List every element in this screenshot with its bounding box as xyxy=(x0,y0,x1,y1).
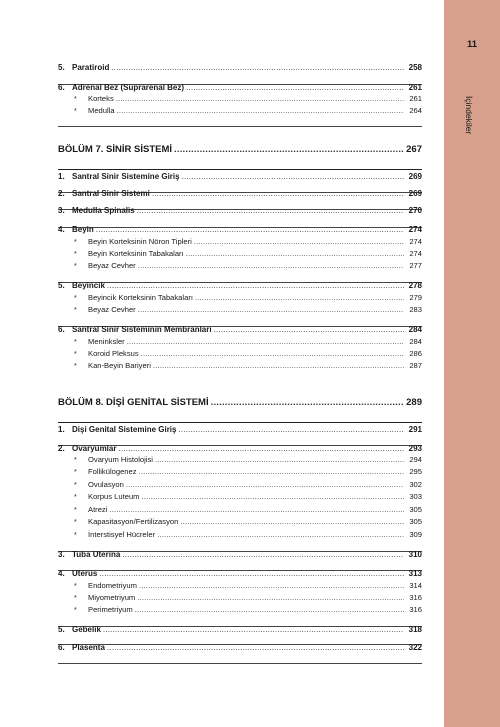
entry-page-number: 314 xyxy=(409,581,422,590)
entry-title: Beyaz Cevher xyxy=(88,305,136,314)
entry-page-number: 293 xyxy=(408,444,422,453)
entry-title: Beyincik xyxy=(72,281,105,290)
entry-page-number: 284 xyxy=(409,337,422,346)
bullet-icon: * xyxy=(74,108,77,115)
entry-page-number: 269 xyxy=(408,172,422,181)
entry-page-number: 291 xyxy=(408,425,422,434)
toc-subentry[interactable] xyxy=(58,605,422,616)
toc-entry[interactable] xyxy=(58,325,422,335)
entry-title: Beyincik Korteksinin Tabakaları xyxy=(88,293,193,302)
entry-number: 1. xyxy=(58,172,65,181)
entry-page-number: 278 xyxy=(408,281,422,290)
bullet-icon: * xyxy=(74,96,77,103)
entry-title: Follikülogenez xyxy=(88,467,137,476)
entry-number: 1. xyxy=(58,425,65,434)
dot-leader xyxy=(141,349,404,359)
entry-title: Dişi Genital Sistemine Giriş xyxy=(72,425,177,434)
toc-subentry[interactable] xyxy=(58,261,422,272)
dot-leader xyxy=(135,605,404,615)
dot-leader xyxy=(107,281,404,291)
toc-entry[interactable] xyxy=(58,444,422,454)
toc-subentry[interactable] xyxy=(58,337,422,348)
toc-subentry[interactable] xyxy=(58,593,422,604)
entry-page-number: 313 xyxy=(408,569,422,578)
bullet-icon: * xyxy=(74,339,77,346)
page-number: 11 xyxy=(466,39,478,50)
entry-title: Beyin Korteksinin Tabakaları xyxy=(88,249,184,258)
bullet-icon: * xyxy=(74,532,77,539)
entry-number: 6. xyxy=(58,643,65,652)
entry-title: Meninksler xyxy=(88,337,125,346)
dot-leader xyxy=(127,337,404,347)
dot-leader xyxy=(109,505,404,515)
toc-entry[interactable] xyxy=(58,643,422,653)
dot-leader xyxy=(96,225,404,235)
entry-page-number: 310 xyxy=(408,550,422,559)
dot-leader xyxy=(139,581,404,591)
dot-leader xyxy=(122,550,404,560)
entry-page-number: 270 xyxy=(408,206,422,215)
dot-leader xyxy=(182,172,404,182)
entry-title: Santral Sinir Sisteminin Membranları xyxy=(72,325,212,334)
dot-leader xyxy=(180,517,404,527)
toc-subentry[interactable] xyxy=(58,492,422,503)
entry-page-number: 294 xyxy=(409,455,422,464)
entry-title: Adrenal Bez (Suprarenal Bez) xyxy=(72,83,185,92)
entry-page-number: 302 xyxy=(409,480,422,489)
toc-entry[interactable] xyxy=(58,281,422,291)
entry-page-number: 295 xyxy=(409,467,422,476)
entry-number: 5. xyxy=(58,63,65,72)
bullet-icon: * xyxy=(74,595,77,602)
dot-leader xyxy=(178,425,404,435)
entry-page-number: 258 xyxy=(408,63,422,72)
toc-subentry[interactable] xyxy=(58,237,422,248)
dot-leader xyxy=(186,83,404,93)
toc-subentry[interactable] xyxy=(58,505,422,516)
bullet-icon: * xyxy=(74,583,77,590)
dot-leader xyxy=(139,467,404,477)
entry-title: Plasenta xyxy=(72,643,105,652)
entry-title: Atrezi xyxy=(88,505,108,514)
bullet-icon: * xyxy=(74,519,77,526)
toc-subentry[interactable] xyxy=(58,361,422,372)
toc-entry[interactable] xyxy=(58,206,422,216)
toc-entry[interactable] xyxy=(58,172,422,182)
entry-title: Santral Sinir Sistemi xyxy=(72,189,150,198)
entry-title: Paratiroid xyxy=(72,63,110,72)
bullet-icon: * xyxy=(74,239,77,246)
entry-page-number: 318 xyxy=(408,625,422,634)
entry-title: Kapasitasyon/Fertilizasyon xyxy=(88,517,179,526)
entry-title: Uterus xyxy=(72,569,98,578)
dot-leader xyxy=(194,237,404,247)
entry-title: Ovaryumlar xyxy=(72,444,117,453)
dot-leader xyxy=(138,305,404,315)
separator-line xyxy=(58,169,422,170)
entry-number: 5. xyxy=(58,281,65,290)
entry-page-number: 274 xyxy=(409,237,422,246)
dot-leader xyxy=(103,625,404,635)
toc-subentry[interactable] xyxy=(58,480,422,491)
toc-subentry[interactable] xyxy=(58,293,422,304)
entry-title: Koroid Pleksus xyxy=(88,349,139,358)
sidebar-section-label: İçindekiler xyxy=(464,96,474,135)
entry-number: 3. xyxy=(58,206,65,215)
bullet-icon: * xyxy=(74,494,77,501)
dot-leader xyxy=(195,293,404,303)
entry-page-number: 322 xyxy=(408,643,422,652)
entry-title: Medulla Spinalis xyxy=(72,206,135,215)
entry-title: Kan-Beyin Bariyeri xyxy=(88,361,151,370)
bullet-icon: * xyxy=(74,307,77,314)
bullet-icon: * xyxy=(74,457,77,464)
entry-page-number: 287 xyxy=(409,361,422,370)
dot-leader xyxy=(117,106,404,116)
entry-title: Santral Sinir Sistemine Giriş xyxy=(72,172,180,181)
toc-entry[interactable] xyxy=(58,63,422,73)
entry-page-number: 261 xyxy=(409,94,422,103)
entry-page-number: 289 xyxy=(406,397,422,408)
entry-number: 2. xyxy=(58,444,65,453)
entry-page-number: 286 xyxy=(409,349,422,358)
entry-page-number: 264 xyxy=(409,106,422,115)
toc-entry[interactable] xyxy=(58,425,422,435)
dot-leader xyxy=(118,444,404,454)
toc-subentry[interactable] xyxy=(58,581,422,592)
entry-page-number: 316 xyxy=(409,605,422,614)
entry-number: 2. xyxy=(58,189,65,198)
entry-title: Perimetriyum xyxy=(88,605,133,614)
bullet-icon: * xyxy=(74,607,77,614)
entry-page-number: 303 xyxy=(409,492,422,501)
entry-page-number: 309 xyxy=(409,530,422,539)
dot-leader xyxy=(153,361,404,371)
entry-title: Beyaz Cevher xyxy=(88,261,136,270)
toc-subentry[interactable] xyxy=(58,106,422,117)
separator-line xyxy=(58,663,422,664)
entry-title: BÖLÜM 8. DİŞİ GENİTAL SİSTEMİ xyxy=(58,397,209,408)
toc-subentry[interactable] xyxy=(58,455,422,466)
entry-title: Medulla xyxy=(88,106,115,115)
dot-leader xyxy=(111,63,404,73)
toc-entry[interactable] xyxy=(58,189,422,199)
entry-page-number: 284 xyxy=(408,325,422,334)
entry-number: 3. xyxy=(58,550,65,559)
bullet-icon: * xyxy=(74,351,77,358)
entry-title: Ovaryum Histolojisi xyxy=(88,455,153,464)
entry-page-number: 269 xyxy=(408,189,422,198)
entry-title: Beyin Korteksinin Nöron Tipleri xyxy=(88,237,192,246)
entry-number: 4. xyxy=(58,569,65,578)
toc-subentry[interactable] xyxy=(58,349,422,360)
dot-leader xyxy=(126,480,404,490)
dot-leader xyxy=(137,206,404,216)
dot-leader xyxy=(155,455,404,465)
entry-title: Endometriyum xyxy=(88,581,137,590)
bullet-icon: * xyxy=(74,363,77,370)
dot-leader xyxy=(137,593,404,603)
entry-title: Miyometriyum xyxy=(88,593,136,602)
entry-number: 6. xyxy=(58,83,65,92)
separator-line xyxy=(58,422,422,423)
entry-page-number: 279 xyxy=(409,293,422,302)
entry-page-number: 316 xyxy=(409,593,422,602)
entry-title: İnterstisyel Hücreler xyxy=(88,530,156,539)
dot-leader xyxy=(157,530,404,540)
separator-line xyxy=(58,126,422,127)
dot-leader xyxy=(186,249,404,259)
entry-title: Ovulasyon xyxy=(88,480,124,489)
entry-page-number: 274 xyxy=(409,249,422,258)
dot-leader xyxy=(107,643,404,653)
dot-leader xyxy=(99,569,404,579)
entry-title: Tuba Uterina xyxy=(72,550,121,559)
entry-title: Korpus Luteum xyxy=(88,492,140,501)
entry-number: 5. xyxy=(58,625,65,634)
entry-page-number: 261 xyxy=(408,83,422,92)
bullet-icon: * xyxy=(74,482,77,489)
dot-leader xyxy=(211,398,404,408)
toc-entry[interactable] xyxy=(58,550,422,560)
toc-subentry[interactable] xyxy=(58,517,422,528)
entry-title: Gebelik xyxy=(72,625,101,634)
dot-leader xyxy=(152,189,404,199)
bullet-icon: * xyxy=(74,507,77,514)
dot-leader xyxy=(214,325,404,335)
toc-subentry[interactable] xyxy=(58,249,422,260)
entry-title: Korteks xyxy=(88,94,114,103)
chapter-entry[interactable] xyxy=(58,145,422,155)
dot-leader xyxy=(138,261,404,271)
entry-page-number: 267 xyxy=(406,144,422,155)
entry-page-number: 274 xyxy=(408,225,422,234)
toc-subentry[interactable] xyxy=(58,530,422,541)
toc-entry[interactable] xyxy=(58,569,422,579)
toc-subentry[interactable] xyxy=(58,305,422,316)
entry-page-number: 277 xyxy=(409,261,422,270)
toc-entry[interactable] xyxy=(58,625,422,635)
dot-leader xyxy=(174,145,404,155)
entry-page-number: 305 xyxy=(409,517,422,526)
entry-page-number: 283 xyxy=(409,305,422,314)
bullet-icon: * xyxy=(74,251,77,258)
entry-page-number: 305 xyxy=(409,505,422,514)
bullet-icon: * xyxy=(74,295,77,302)
chapter-entry[interactable] xyxy=(58,398,422,408)
entry-number: 6. xyxy=(58,325,65,334)
entry-title: Beyin xyxy=(72,225,94,234)
toc-entry[interactable] xyxy=(58,225,422,235)
dot-leader xyxy=(116,94,404,104)
entry-title: BÖLÜM 7. SİNİR SİSTEMİ xyxy=(58,144,173,155)
dot-leader xyxy=(142,492,405,502)
toc-subentry[interactable] xyxy=(58,467,422,478)
bullet-icon: * xyxy=(74,469,77,476)
toc-entry[interactable] xyxy=(58,83,422,93)
bullet-icon: * xyxy=(74,263,77,270)
entry-number: 4. xyxy=(58,225,65,234)
toc-subentry[interactable] xyxy=(58,94,422,105)
